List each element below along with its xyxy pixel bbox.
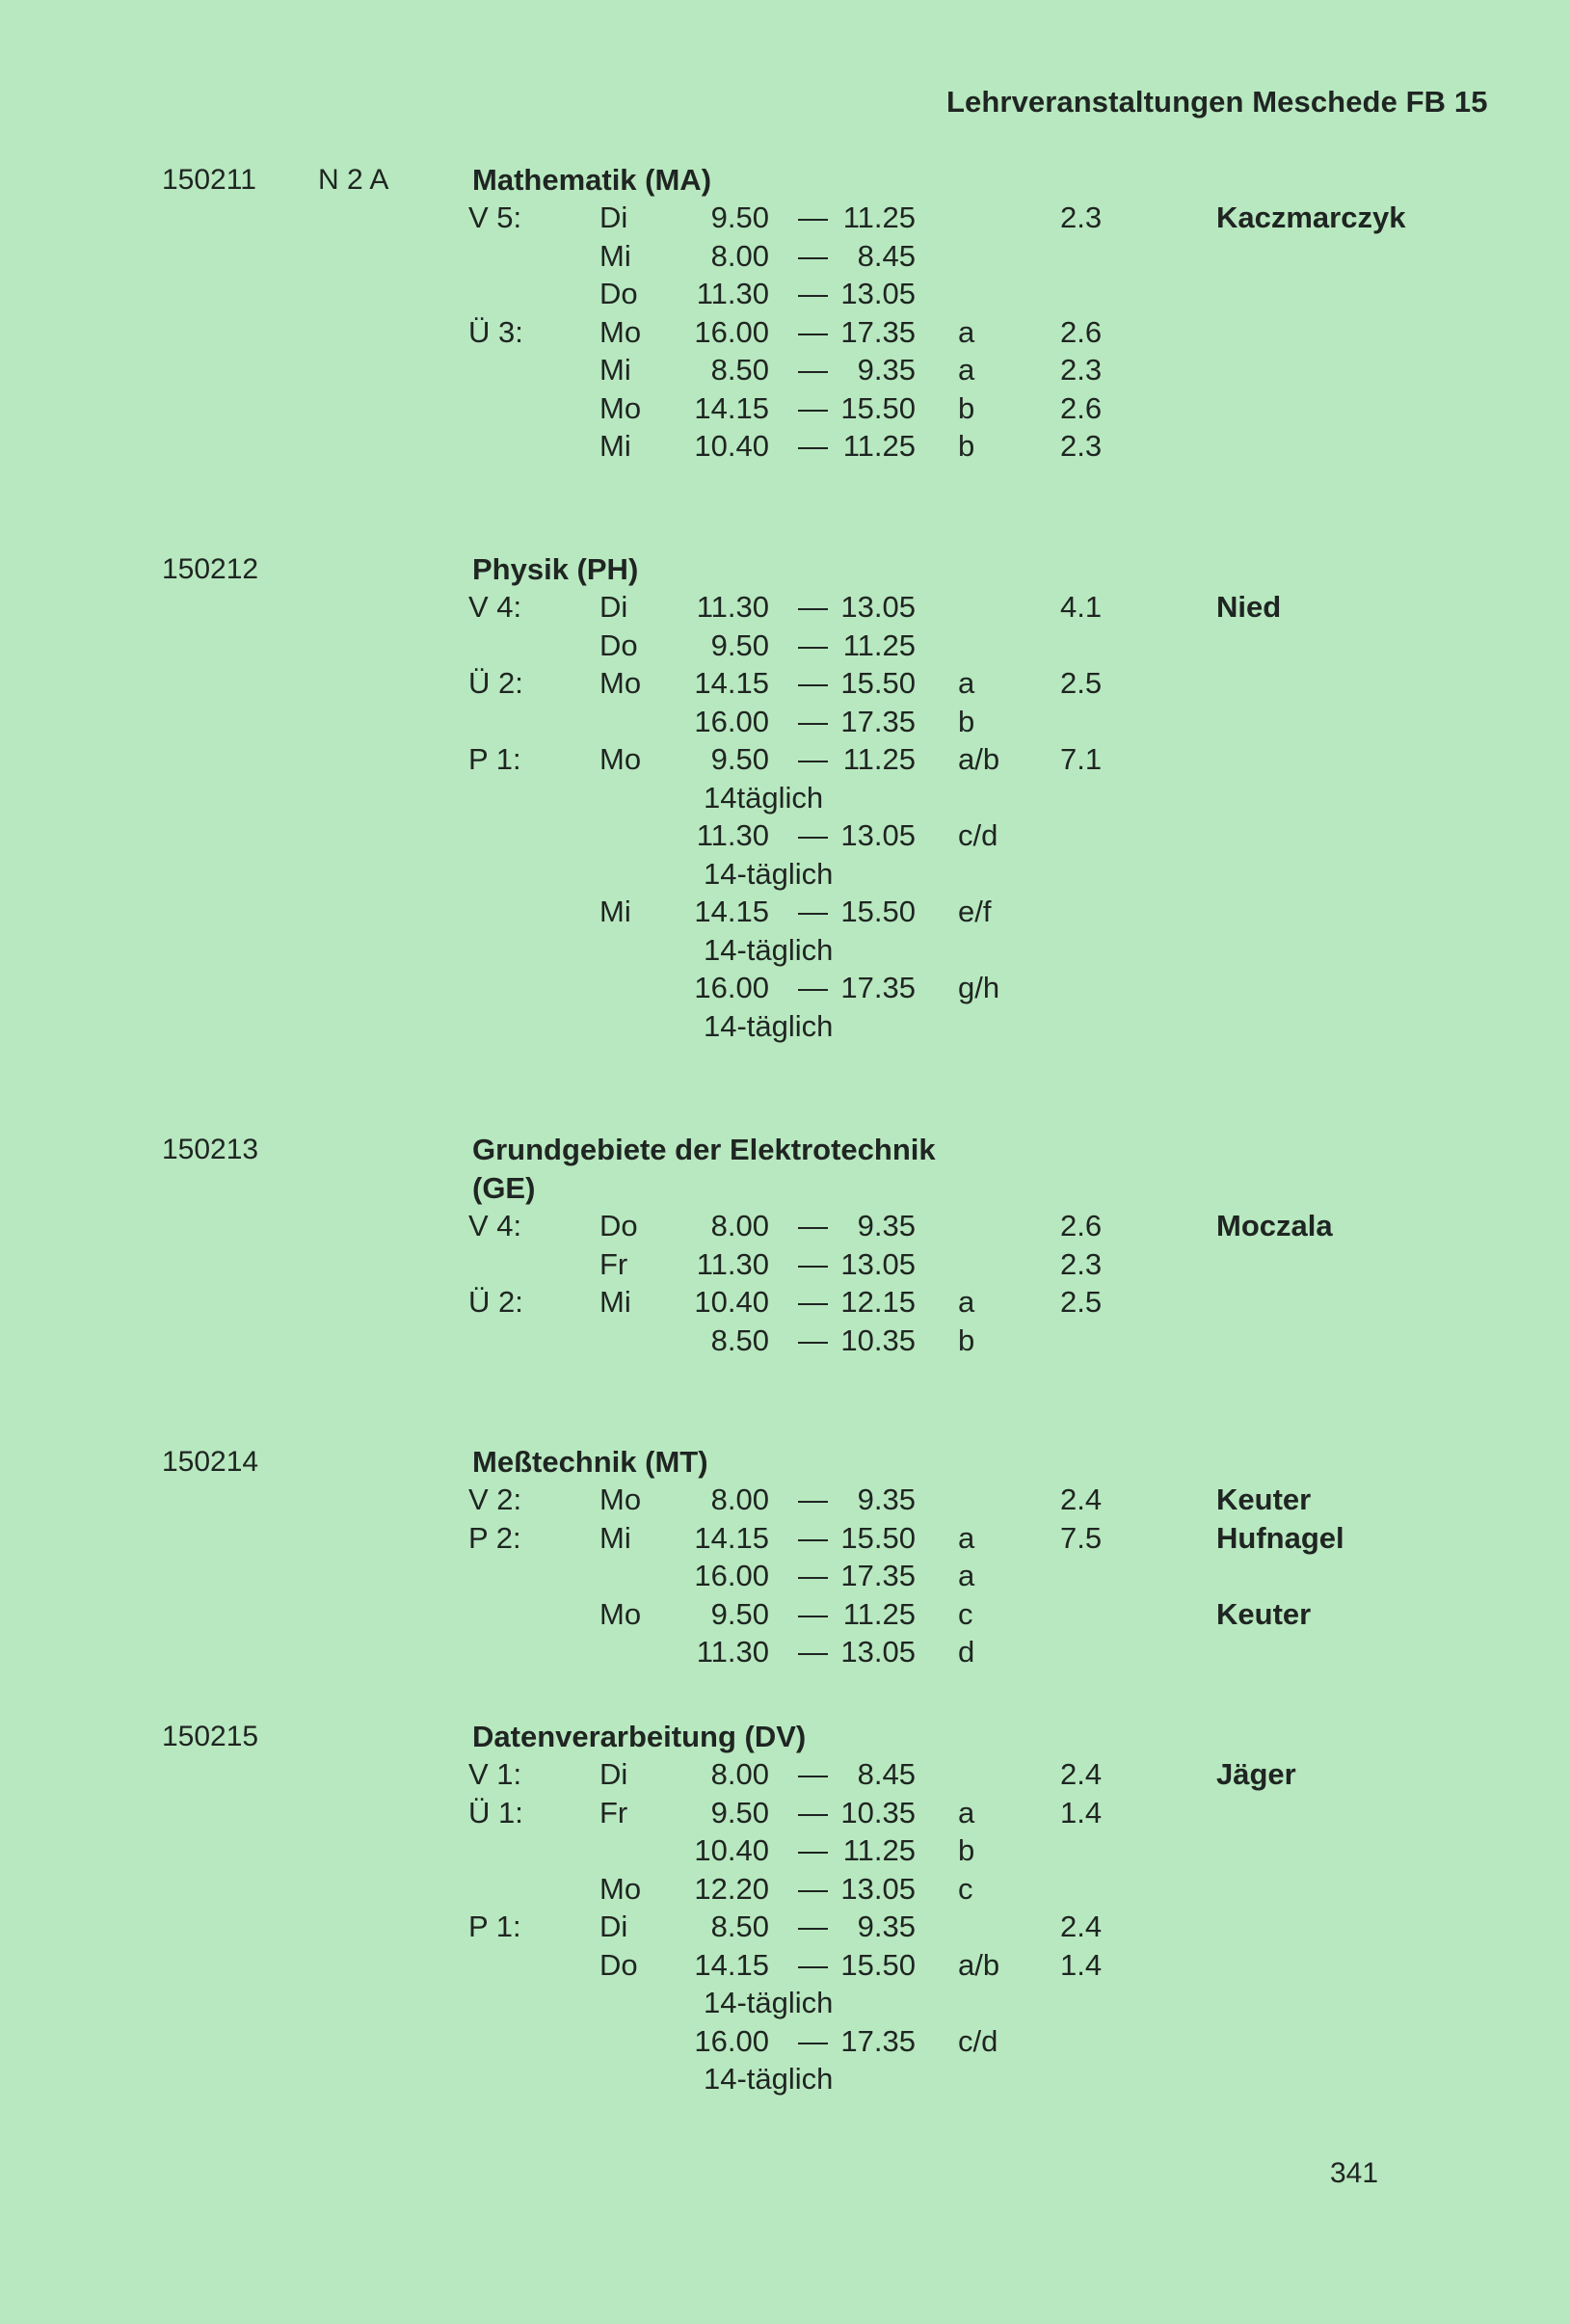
end-time: 11.25 bbox=[842, 628, 916, 662]
end-time: 15.50 bbox=[840, 895, 916, 928]
start-time: 11.30 bbox=[696, 1635, 769, 1669]
time-dash: — bbox=[798, 971, 828, 1004]
time-dash: — bbox=[798, 200, 828, 234]
end-time: 17.35 bbox=[840, 314, 916, 349]
weekday: Fr bbox=[599, 1246, 628, 1281]
lecturer: Keuter bbox=[1216, 1596, 1312, 1631]
room: 2.4 bbox=[1060, 1483, 1103, 1516]
end-time: 8.45 bbox=[857, 1757, 916, 1791]
group: a/b bbox=[958, 1947, 1000, 1982]
schedule-row bbox=[0, 275, 1570, 313]
course-title: Meßtechnik (MT) bbox=[472, 1445, 708, 1479]
room: 1.4 bbox=[1060, 1947, 1103, 1982]
session-type: V 5: bbox=[468, 200, 522, 234]
time-dash: — bbox=[798, 1947, 828, 1982]
start-time: 12.20 bbox=[694, 1871, 769, 1906]
session-type: P 1: bbox=[468, 742, 521, 776]
time-dash: — bbox=[798, 1209, 828, 1242]
room: 1.4 bbox=[1060, 1795, 1103, 1830]
course-number: 150215 bbox=[162, 1721, 259, 1752]
weekday: Di bbox=[599, 200, 628, 234]
schedule-row bbox=[0, 1322, 1570, 1360]
weekday: Mo bbox=[599, 314, 642, 349]
time-dash: — bbox=[798, 590, 828, 624]
course-code: N 2 A bbox=[318, 164, 389, 196]
start-time: 8.00 bbox=[710, 1209, 769, 1242]
room: 4.1 bbox=[1060, 590, 1103, 624]
weekday: Mo bbox=[599, 666, 642, 700]
weekday: Mi bbox=[599, 1520, 631, 1555]
schedule-row bbox=[0, 313, 1570, 352]
course-number: 150211 bbox=[162, 164, 256, 196]
time-dash: — bbox=[798, 1910, 828, 1943]
course-title: Grundgebiete der Elektrotechnik bbox=[472, 1133, 936, 1166]
start-time: 14.15 bbox=[694, 895, 769, 928]
schedule-row bbox=[0, 740, 1570, 779]
start-time: 8.50 bbox=[710, 1910, 769, 1943]
time-dash: — bbox=[798, 1520, 828, 1555]
end-time: 17.35 bbox=[840, 2023, 916, 2058]
group: a/b bbox=[958, 742, 1000, 776]
schedule-row bbox=[0, 351, 1570, 389]
time-dash: — bbox=[798, 1795, 828, 1830]
start-time: 14.15 bbox=[694, 666, 769, 700]
time-dash: — bbox=[798, 818, 828, 852]
room: 2.3 bbox=[1060, 1246, 1103, 1281]
room: 2.3 bbox=[1060, 429, 1103, 463]
group: a bbox=[958, 1559, 975, 1592]
course-title: Mathematik (MA) bbox=[472, 163, 712, 197]
weekday: Mo bbox=[599, 1596, 642, 1631]
end-time: 17.35 bbox=[840, 971, 916, 1004]
start-time: 8.50 bbox=[710, 353, 769, 387]
schedule-row bbox=[0, 779, 1570, 817]
start-time: 8.00 bbox=[710, 238, 769, 273]
end-time: 8.45 bbox=[857, 238, 916, 273]
time-dash: — bbox=[798, 704, 828, 738]
session-type: Ü 3: bbox=[468, 314, 523, 349]
time-dash: — bbox=[798, 1757, 828, 1791]
schedule-row bbox=[0, 427, 1570, 466]
lecturer: Kaczmarczyk bbox=[1216, 200, 1406, 234]
start-time: 11.30 bbox=[696, 590, 769, 624]
group: c bbox=[958, 1596, 973, 1631]
schedule-row bbox=[0, 1519, 1570, 1558]
group: b bbox=[958, 1322, 975, 1357]
time-dash: — bbox=[798, 1871, 828, 1906]
start-time: 10.40 bbox=[694, 1285, 769, 1319]
start-time: 16.00 bbox=[694, 971, 769, 1004]
room: 2.5 bbox=[1060, 1285, 1103, 1319]
schedule-row bbox=[0, 1207, 1570, 1245]
room: 2.3 bbox=[1060, 353, 1103, 387]
schedule-row bbox=[0, 1557, 1570, 1595]
schedule-row bbox=[0, 237, 1570, 276]
schedule-row bbox=[0, 199, 1570, 237]
end-time: 10.35 bbox=[840, 1322, 916, 1357]
end-time: 11.25 bbox=[842, 1833, 916, 1867]
room: 2.6 bbox=[1060, 1209, 1103, 1242]
schedule-row bbox=[0, 664, 1570, 703]
end-time: 13.05 bbox=[840, 590, 916, 624]
page-number: 341 bbox=[1330, 2157, 1379, 2189]
frequency-note: 14-täglich bbox=[704, 856, 834, 891]
end-time: 15.50 bbox=[840, 1520, 916, 1555]
end-time: 15.50 bbox=[840, 666, 916, 700]
end-time: 9.35 bbox=[857, 1910, 916, 1943]
frequency-note: 14-täglich bbox=[704, 932, 834, 967]
schedule-row bbox=[0, 1908, 1570, 1946]
room: 2.5 bbox=[1060, 666, 1103, 700]
start-time: 16.00 bbox=[694, 2023, 769, 2058]
group: a bbox=[958, 1795, 975, 1830]
time-dash: — bbox=[798, 666, 828, 700]
weekday: Do bbox=[599, 628, 638, 662]
frequency-note: 14-täglich bbox=[704, 1008, 834, 1043]
frequency-note: 14täglich bbox=[704, 780, 824, 815]
schedule-row bbox=[0, 389, 1570, 428]
end-time: 11.25 bbox=[842, 200, 916, 234]
start-time: 9.50 bbox=[710, 200, 769, 234]
end-time: 12.15 bbox=[840, 1285, 916, 1319]
time-dash: — bbox=[798, 353, 828, 387]
end-time: 13.05 bbox=[840, 818, 916, 852]
group: c/d bbox=[958, 2023, 998, 2058]
course-title: Physik (PH) bbox=[472, 552, 639, 586]
frequency-note: 14-täglich bbox=[704, 1986, 834, 2019]
time-dash: — bbox=[798, 1833, 828, 1867]
room: 2.4 bbox=[1060, 1910, 1103, 1943]
group: b bbox=[958, 1833, 975, 1867]
time-dash: — bbox=[798, 1322, 828, 1357]
start-time: 16.00 bbox=[694, 704, 769, 738]
schedule-row bbox=[0, 969, 1570, 1007]
end-time: 9.35 bbox=[857, 353, 916, 387]
schedule-row bbox=[0, 1794, 1570, 1832]
time-dash: — bbox=[798, 314, 828, 349]
weekday: Mo bbox=[599, 1483, 642, 1516]
start-time: 14.15 bbox=[694, 1947, 769, 1982]
end-time: 15.50 bbox=[840, 390, 916, 425]
room: 2.4 bbox=[1060, 1757, 1103, 1791]
schedule-row bbox=[0, 855, 1570, 894]
schedule-row bbox=[0, 1595, 1570, 1634]
lecturer: Keuter bbox=[1216, 1483, 1312, 1516]
time-dash: — bbox=[798, 895, 828, 928]
weekday: Mi bbox=[599, 1285, 631, 1319]
schedule-row bbox=[0, 627, 1570, 665]
session-type: V 1: bbox=[468, 1757, 522, 1791]
course-number: 150212 bbox=[162, 553, 259, 585]
weekday: Do bbox=[599, 1209, 638, 1242]
weekday: Do bbox=[599, 1947, 638, 1982]
time-dash: — bbox=[798, 277, 828, 310]
end-time: 15.50 bbox=[840, 1947, 916, 1982]
start-time: 16.00 bbox=[694, 1559, 769, 1592]
room: 2.6 bbox=[1060, 314, 1103, 349]
start-time: 9.50 bbox=[710, 1795, 769, 1830]
group: a bbox=[958, 353, 975, 387]
group: b bbox=[958, 429, 975, 463]
weekday: Mo bbox=[599, 390, 642, 425]
weekday: Mi bbox=[599, 895, 631, 928]
session-type: V 4: bbox=[468, 590, 522, 624]
start-time: 9.50 bbox=[710, 628, 769, 662]
time-dash: — bbox=[798, 390, 828, 425]
room: 7.5 bbox=[1060, 1520, 1103, 1555]
group: b bbox=[958, 390, 975, 425]
schedule-row bbox=[0, 1283, 1570, 1322]
start-time: 14.15 bbox=[694, 1520, 769, 1555]
group: a bbox=[958, 1285, 975, 1319]
weekday: Fr bbox=[599, 1795, 628, 1830]
group: e/f bbox=[958, 895, 992, 928]
start-time: 14.15 bbox=[694, 390, 769, 425]
end-time: 17.35 bbox=[840, 704, 916, 738]
weekday: Mi bbox=[599, 429, 631, 463]
weekday: Do bbox=[599, 277, 638, 310]
schedule-row bbox=[0, 2060, 1570, 2098]
group: b bbox=[958, 704, 975, 738]
start-time: 9.50 bbox=[710, 742, 769, 776]
weekday: Di bbox=[599, 1757, 628, 1791]
time-dash: — bbox=[798, 628, 828, 662]
schedule-row bbox=[0, 931, 1570, 970]
schedule-row bbox=[0, 1007, 1570, 1046]
weekday: Mi bbox=[599, 353, 631, 387]
time-dash: — bbox=[798, 1285, 828, 1319]
end-time: 11.25 bbox=[842, 429, 916, 463]
time-dash: — bbox=[798, 429, 828, 463]
schedule-row bbox=[0, 1633, 1570, 1671]
end-time: 9.35 bbox=[857, 1209, 916, 1242]
time-dash: — bbox=[798, 1559, 828, 1592]
schedule-row bbox=[0, 1245, 1570, 1284]
course-number: 150214 bbox=[162, 1446, 259, 1478]
session-type: P 2: bbox=[468, 1520, 521, 1555]
schedule-row bbox=[0, 2022, 1570, 2061]
start-time: 8.00 bbox=[710, 1757, 769, 1791]
start-time: 8.00 bbox=[710, 1483, 769, 1516]
start-time: 11.30 bbox=[696, 818, 769, 852]
lecturer: Nied bbox=[1216, 590, 1282, 624]
weekday: Mo bbox=[599, 1871, 642, 1906]
group: g/h bbox=[958, 971, 1000, 1004]
time-dash: — bbox=[798, 2023, 828, 2058]
lecturer: Moczala bbox=[1216, 1209, 1333, 1242]
end-time: 11.25 bbox=[842, 1596, 916, 1631]
start-time: 16.00 bbox=[694, 314, 769, 349]
start-time: 10.40 bbox=[694, 429, 769, 463]
session-type: P 1: bbox=[468, 1910, 521, 1943]
end-time: 17.35 bbox=[840, 1559, 916, 1592]
course-number: 150213 bbox=[162, 1134, 259, 1165]
end-time: 10.35 bbox=[840, 1795, 916, 1830]
group: a bbox=[958, 1520, 975, 1555]
schedule-row bbox=[0, 1481, 1570, 1519]
schedule-row bbox=[0, 1870, 1570, 1909]
lecturer: Jäger bbox=[1216, 1757, 1296, 1791]
group: c/d bbox=[958, 818, 998, 852]
schedule-row bbox=[0, 1831, 1570, 1870]
start-time: 10.40 bbox=[694, 1833, 769, 1867]
room: 2.3 bbox=[1060, 200, 1103, 234]
end-time: 13.05 bbox=[840, 277, 916, 310]
course-title: Datenverarbeitung (DV) bbox=[472, 1720, 807, 1753]
time-dash: — bbox=[798, 1596, 828, 1631]
schedule-row bbox=[0, 816, 1570, 855]
room: 7.1 bbox=[1060, 742, 1103, 776]
weekday: Di bbox=[599, 1910, 628, 1943]
time-dash: — bbox=[798, 1635, 828, 1669]
schedule-row bbox=[0, 1984, 1570, 2022]
start-time: 11.30 bbox=[696, 277, 769, 310]
end-time: 11.25 bbox=[842, 742, 916, 776]
time-dash: — bbox=[798, 238, 828, 273]
time-dash: — bbox=[798, 742, 828, 776]
session-type: Ü 1: bbox=[468, 1795, 523, 1830]
end-time: 13.05 bbox=[840, 1246, 916, 1281]
session-type: V 4: bbox=[468, 1209, 522, 1242]
lecturer: Hufnagel bbox=[1216, 1520, 1344, 1555]
start-time: 9.50 bbox=[710, 1596, 769, 1631]
time-dash: — bbox=[798, 1246, 828, 1281]
group: a bbox=[958, 314, 975, 349]
end-time: 13.05 bbox=[840, 1635, 916, 1669]
session-type: Ü 2: bbox=[468, 1285, 523, 1319]
frequency-note: 14-täglich bbox=[704, 2062, 834, 2096]
weekday: Mi bbox=[599, 238, 631, 273]
schedule-row bbox=[0, 703, 1570, 741]
session-type: Ü 2: bbox=[468, 666, 523, 700]
weekday: Mo bbox=[599, 742, 642, 776]
room: 2.6 bbox=[1060, 390, 1103, 425]
schedule-row bbox=[0, 1755, 1570, 1794]
page-header: Lehrveranstaltungen Meschede FB 15 bbox=[946, 85, 1488, 119]
schedule-row bbox=[0, 588, 1570, 627]
group: c bbox=[958, 1871, 973, 1906]
time-dash: — bbox=[798, 1483, 828, 1516]
group: d bbox=[958, 1635, 975, 1669]
start-time: 11.30 bbox=[696, 1246, 769, 1281]
end-time: 13.05 bbox=[840, 1871, 916, 1906]
schedule-row bbox=[0, 893, 1570, 931]
weekday: Di bbox=[599, 590, 628, 624]
end-time: 9.35 bbox=[857, 1483, 916, 1516]
start-time: 8.50 bbox=[710, 1322, 769, 1357]
session-type: V 2: bbox=[468, 1483, 522, 1516]
group: a bbox=[958, 666, 975, 700]
schedule-row bbox=[0, 1946, 1570, 1985]
course-title-continued: (GE) bbox=[472, 1171, 536, 1205]
